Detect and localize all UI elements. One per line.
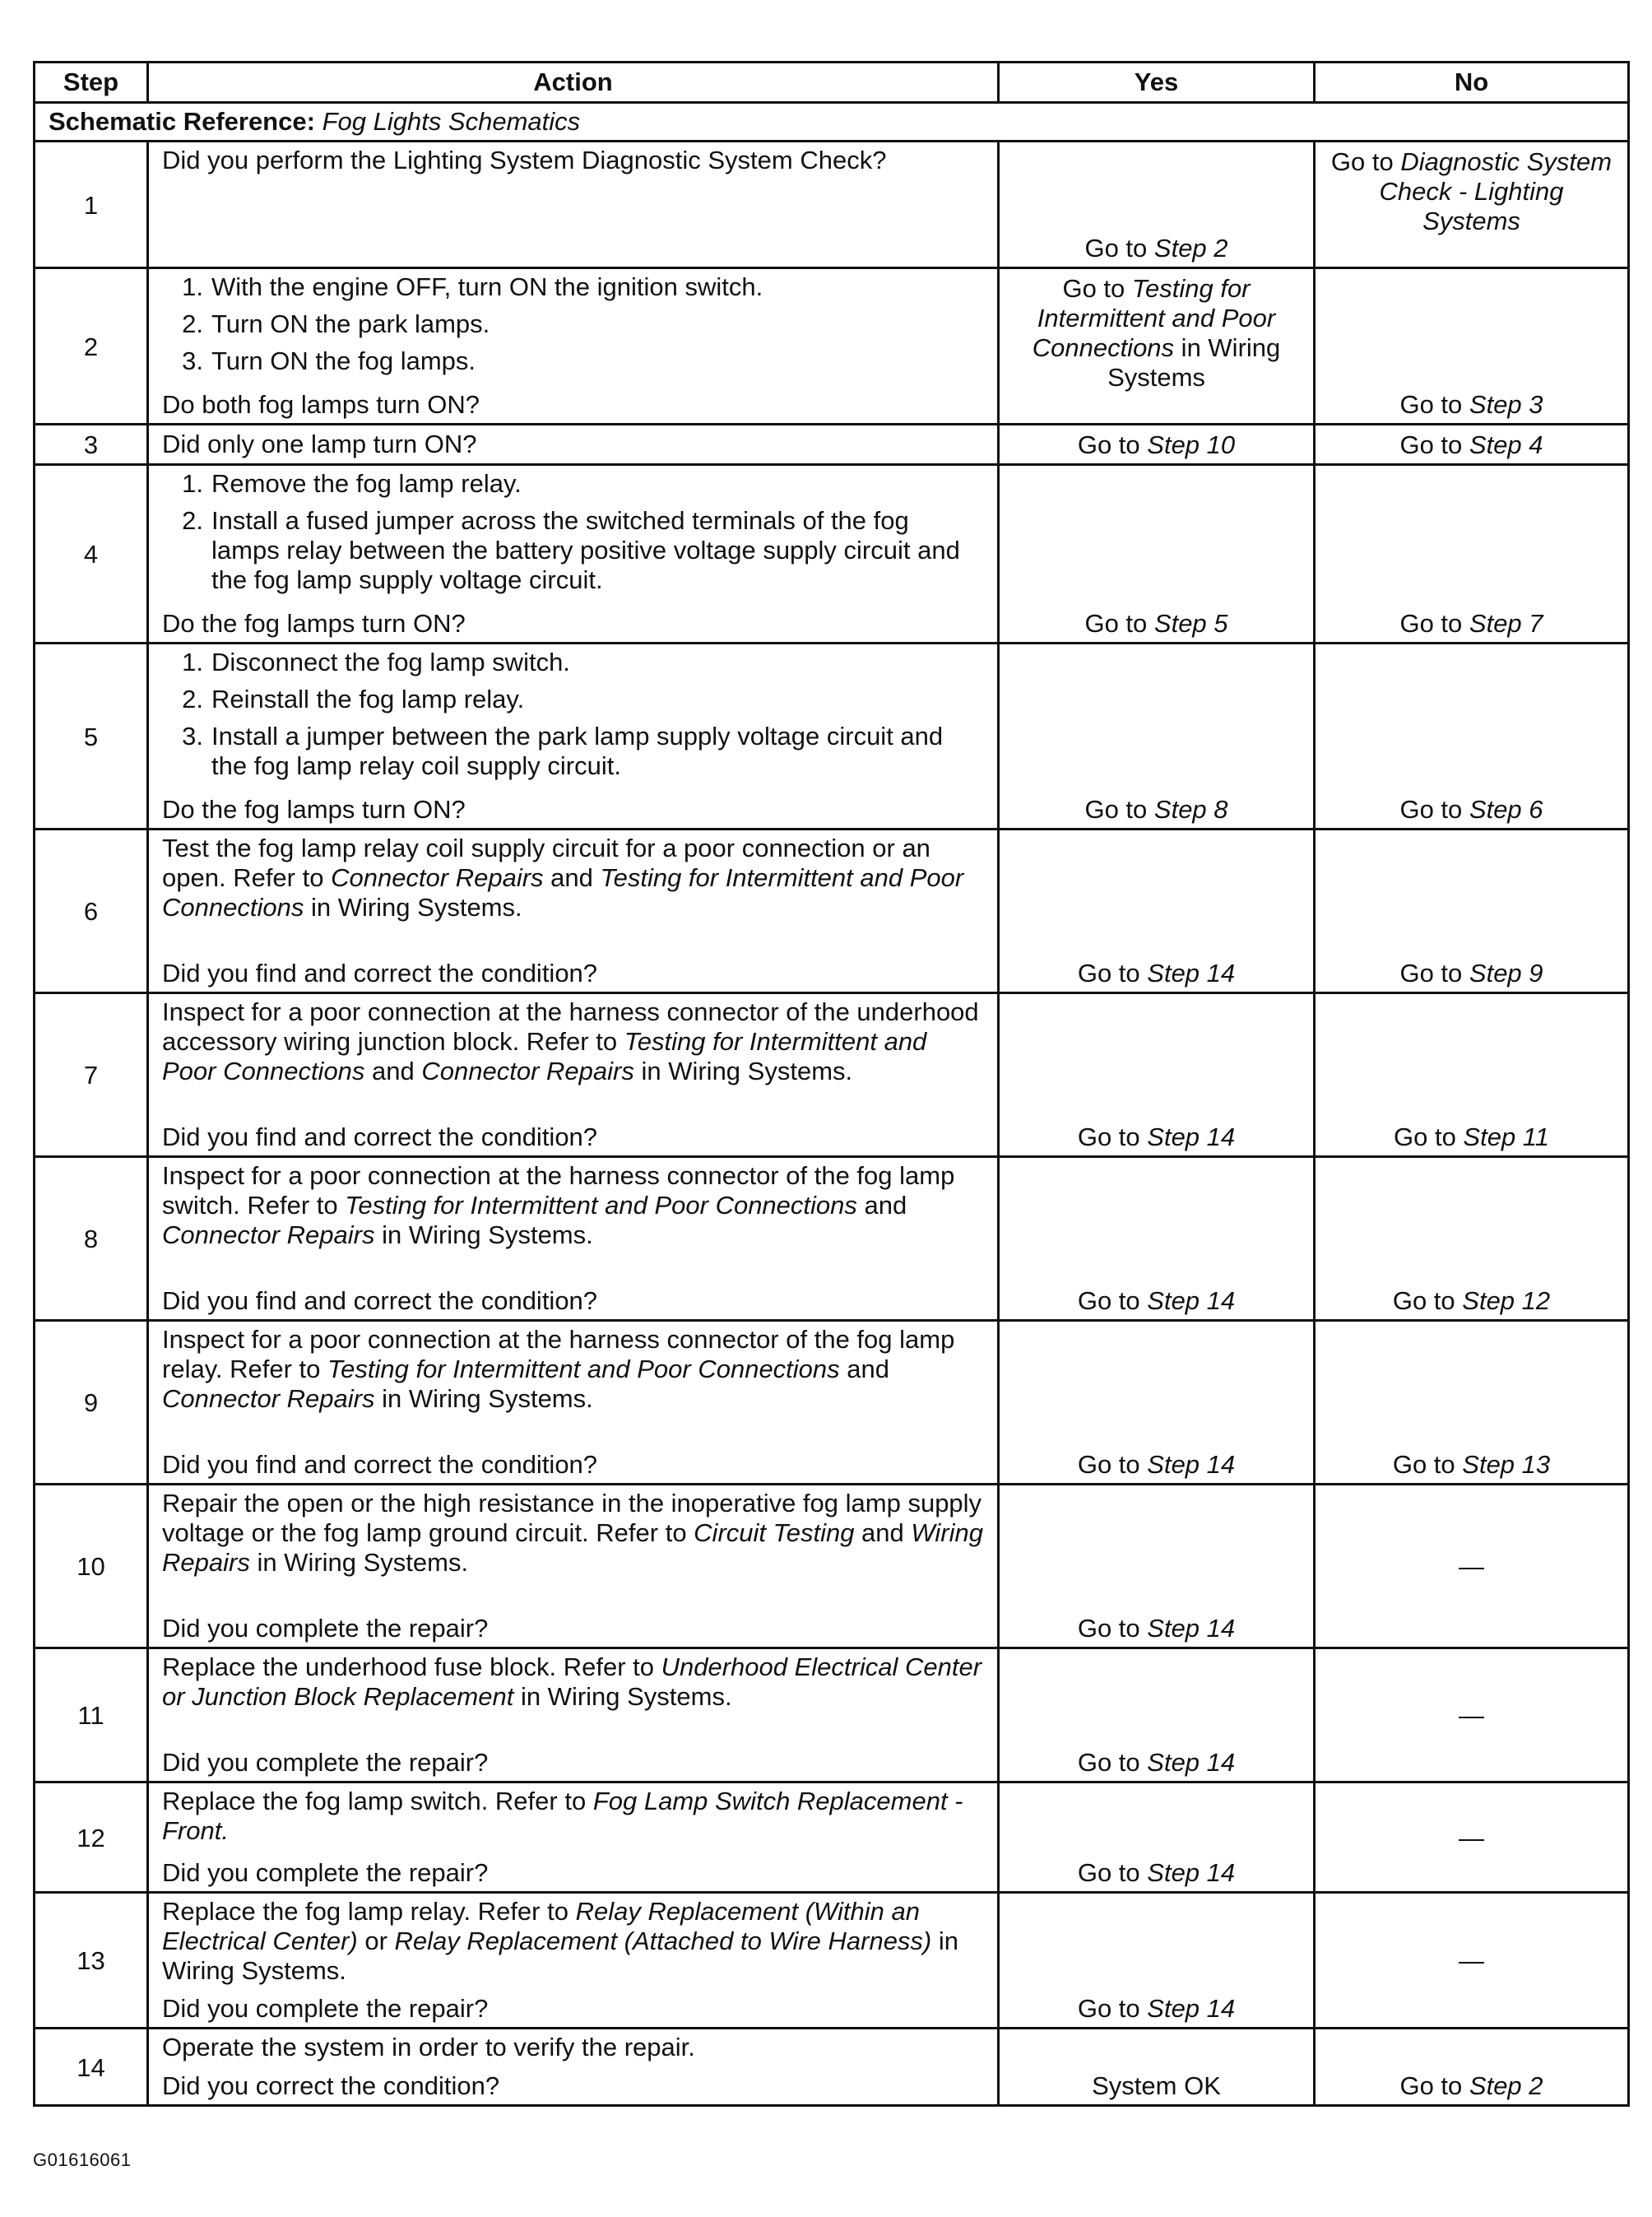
action-cell <box>148 268 999 425</box>
table-row <box>35 644 1629 830</box>
yes-cell <box>999 1321 1315 1485</box>
table-row <box>35 1157 1629 1321</box>
reference-link[interactable]: Connector Repairs <box>162 1220 375 1249</box>
diagnostic-table <box>33 61 1630 2107</box>
action-cell <box>148 425 999 465</box>
schematic-reference-row <box>35 103 1629 142</box>
action-cell <box>148 993 999 1157</box>
goto-link[interactable]: Step 14 <box>1147 1614 1236 1643</box>
question-text: Did you complete the repair? <box>162 1614 489 1643</box>
action-content <box>162 1489 984 1643</box>
no-cell <box>1315 268 1629 425</box>
yes-cell <box>999 268 1315 425</box>
table-row <box>35 1782 1629 1893</box>
action-content <box>162 997 984 1152</box>
action-body <box>162 997 984 1086</box>
action-text-part: in Wiring Systems. <box>633 1057 853 1085</box>
action-body <box>162 272 984 383</box>
action-cell <box>148 1782 999 1893</box>
goto-text: Go to <box>1077 1122 1148 1151</box>
reference-link[interactable]: Testing for Intermittent and Poor Connections <box>162 863 964 922</box>
substep-text: Install a fused jumper across the switched terminals of the fog lamps relay between the battery positive voltage supply circuit and the fog lamp supply voltage circuit. <box>211 506 960 594</box>
action-body <box>162 1652 984 1712</box>
table-row <box>35 1321 1629 1485</box>
no-cell <box>1315 1157 1629 1321</box>
goto-link[interactable]: Step 4 <box>1469 430 1543 459</box>
question-text: Did you find and correct the condition? <box>162 1450 598 1479</box>
goto-link[interactable]: Step 14 <box>1147 1994 1236 2023</box>
table-row <box>35 2029 1629 2106</box>
goto-link[interactable]: Step 14 <box>1147 1450 1236 1479</box>
table-row <box>35 142 1629 268</box>
goto-text: Go to <box>1077 1858 1148 1887</box>
yes-cell <box>999 425 1315 465</box>
action-text-part: or <box>357 1927 395 1955</box>
action-text-part: and <box>839 1355 890 1383</box>
table-row <box>35 830 1629 993</box>
action-text-part: in Wiring Systems. <box>374 1220 593 1249</box>
dash: — <box>1459 1823 1484 1852</box>
action-text-part: in Wiring Systems. <box>162 1927 959 1985</box>
no-cell <box>1315 1648 1629 1782</box>
header-action: Action <box>148 63 999 103</box>
goto-link[interactable]: Step 12 <box>1462 1286 1551 1315</box>
figure-id: G01616061 <box>33 2150 132 2170</box>
substep-list <box>162 469 984 595</box>
substep-text: Remove the fog lamp relay. <box>211 469 522 498</box>
goto-text: Go to <box>1392 1450 1463 1479</box>
dash: — <box>1459 1701 1484 1730</box>
substep-text: Turn ON the park lamps. <box>211 309 490 338</box>
question-text: Did you complete the repair? <box>162 1748 489 1777</box>
action-content <box>162 429 984 460</box>
question-text: Did you find and correct the condition? <box>162 1122 598 1151</box>
action-text <box>162 1787 984 1846</box>
no-cell <box>1315 993 1629 1157</box>
action-cell <box>148 1893 999 2029</box>
action-body <box>162 834 984 923</box>
action-text-part: Replace the fog lamp relay. Refer to <box>162 1897 576 1926</box>
yes-cell <box>999 2029 1315 2106</box>
reference-link[interactable]: Relay Replacement (Within an Electrical Center) <box>162 1897 920 1955</box>
no-cell <box>1315 1893 1629 2029</box>
reference-link[interactable]: Fog Lamp Switch Replacement - Front. <box>162 1787 963 1845</box>
action-cell <box>148 1485 999 1648</box>
action-cell <box>148 830 999 993</box>
action-cell <box>148 1648 999 1782</box>
goto-text: Go to <box>1392 1286 1463 1315</box>
action-body <box>162 1897 984 1986</box>
goto-link[interactable]: Step 13 <box>1462 1450 1551 1479</box>
reference-link[interactable]: Testing for Intermittent and Poor Connections <box>345 1191 857 1220</box>
action-text-part: in Wiring Systems. <box>304 893 522 922</box>
step-number: 3 <box>35 425 148 465</box>
action-text-part: and <box>543 863 601 892</box>
substep-text: Reinstall the fog lamp relay. <box>211 685 525 713</box>
goto-text: Go to <box>1077 1286 1148 1315</box>
goto-link[interactable]: Step 14 <box>1147 1748 1236 1777</box>
substep-text: Disconnect the fog lamp switch. <box>211 648 570 676</box>
step-number: 8 <box>35 1157 148 1321</box>
table-row <box>35 1893 1629 2029</box>
schematic-label: Schematic Reference: <box>49 107 315 136</box>
action-text <box>162 1897 984 1986</box>
substep-number: 1. <box>182 469 203 498</box>
substep-item <box>162 685 984 714</box>
action-body <box>162 1161 984 1250</box>
substep-item <box>162 722 984 781</box>
question-text: Did you correct the condition? <box>162 2071 500 2100</box>
reference-link[interactable]: Testing for Intermittent and Poor Connections <box>327 1355 840 1383</box>
no-cell <box>1315 644 1629 830</box>
reference-link[interactable]: Circuit Testing <box>694 1518 855 1547</box>
goto-link[interactable]: Step 7 <box>1469 609 1543 638</box>
action-cell <box>148 142 999 268</box>
action-text-part: Inspect for a poor connection at the harness connector of the fog lamp switch. Refer to <box>162 1161 955 1220</box>
step-number: 10 <box>35 1485 148 1648</box>
action-text <box>162 2033 984 2062</box>
action-content <box>162 469 984 639</box>
action-cell <box>148 1157 999 1321</box>
goto-link[interactable]: Diagnostic System Check - Lighting Systems <box>1379 147 1613 235</box>
action-content <box>162 1787 984 1888</box>
no-cell <box>1315 1321 1629 1485</box>
table-row <box>35 1485 1629 1648</box>
substep-item <box>162 648 984 677</box>
goto-text: Go to <box>1077 959 1148 988</box>
goto-link[interactable]: Step 5 <box>1153 609 1228 638</box>
goto-text: Go to <box>1399 959 1469 988</box>
yes-cell <box>999 1782 1315 1893</box>
substep-item <box>162 469 984 499</box>
dash: — <box>1459 1946 1484 1975</box>
step-number: 14 <box>35 2029 148 2106</box>
action-text <box>162 1489 984 1578</box>
question-text: Do the fog lamps turn ON? <box>162 609 466 638</box>
no-cell <box>1315 830 1629 993</box>
question-text: Did you complete the repair? <box>162 1858 489 1887</box>
action-text-part: Repair the open or the high resistance in the inoperative fog lamp supply voltage or the fog lamp ground circuit. Refer to <box>162 1489 982 1547</box>
reference-link[interactable]: Underhood Electrical Center or Junction Block Replacement <box>162 1652 982 1711</box>
step-number: 2 <box>35 268 148 425</box>
reference-link[interactable]: Connector Repairs <box>421 1057 634 1085</box>
table-row <box>35 268 1629 425</box>
goto-link[interactable]: Step 10 <box>1147 430 1236 459</box>
substep-number: 3. <box>182 722 203 751</box>
substep-item <box>162 506 984 595</box>
goto-link[interactable]: Step 14 <box>1147 1286 1236 1315</box>
action-body <box>162 2033 984 2062</box>
goto-text: Go to <box>1399 795 1469 824</box>
table-row <box>35 993 1629 1157</box>
table-row <box>35 425 1629 465</box>
goto-link[interactable]: Step 2 <box>1469 2071 1543 2100</box>
yes-cell <box>999 1893 1315 2029</box>
yes-cell <box>999 1485 1315 1648</box>
reference-link[interactable]: Wiring Repairs <box>162 1518 983 1577</box>
reference-link[interactable]: Connector Repairs <box>162 1384 375 1413</box>
yes-cell <box>999 1157 1315 1321</box>
step-number: 4 <box>35 465 148 644</box>
no-cell <box>1315 425 1629 465</box>
action-text <box>162 1325 984 1414</box>
no-cell <box>1315 2029 1629 2106</box>
dash: — <box>1459 1552 1484 1581</box>
action-content <box>162 146 984 263</box>
yes-cell <box>999 142 1315 268</box>
goto-link[interactable]: Step 14 <box>1147 1858 1236 1887</box>
goto-text: Go to <box>1077 1614 1148 1643</box>
action-content <box>162 648 984 825</box>
step-number: 9 <box>35 1321 148 1485</box>
header-step: Step <box>35 63 148 103</box>
no-cell <box>1315 1485 1629 1648</box>
goto-text: Go to <box>1084 609 1154 638</box>
action-text-part: in Wiring Systems. <box>249 1548 469 1577</box>
step-number: 5 <box>35 644 148 830</box>
goto-text: Go to <box>1330 147 1401 176</box>
goto-link[interactable]: Step 11 <box>1463 1122 1549 1151</box>
substep-text: Turn ON the fog lamps. <box>211 346 476 375</box>
goto-text: Go to <box>1399 609 1469 638</box>
goto-link[interactable]: Step 6 <box>1469 795 1543 824</box>
header-yes: Yes <box>999 63 1315 103</box>
substep-number: 1. <box>182 648 203 676</box>
goto-text: Go to <box>1077 1450 1148 1479</box>
action-cell <box>148 644 999 830</box>
action-text-part: and <box>364 1057 422 1085</box>
action-body <box>162 1325 984 1414</box>
yes-cell <box>999 465 1315 644</box>
substep-number: 3. <box>182 346 203 375</box>
question-text: Did you complete the repair? <box>162 1994 489 2023</box>
goto-text: Go to <box>1399 390 1469 419</box>
action-content <box>162 272 984 420</box>
no-cell <box>1315 465 1629 644</box>
goto-link[interactable]: Step 8 <box>1153 795 1228 824</box>
substep-item <box>162 346 984 376</box>
action-content <box>162 1325 984 1480</box>
goto-link[interactable]: Step 3 <box>1469 390 1543 419</box>
reference-link[interactable]: Testing for Intermittent and Poor Connections <box>162 1027 927 1085</box>
substep-list <box>162 648 984 781</box>
action-cell <box>148 465 999 644</box>
substep-text: With the engine OFF, turn ON the ignition switch. <box>211 272 763 301</box>
reference-link[interactable]: Relay Replacement (Attached to Wire Harness) <box>394 1927 932 1955</box>
substep-text: Install a jumper between the park lamp supply voltage circuit and the fog lamp relay coil supply circuit. <box>211 722 944 780</box>
substep-list <box>162 272 984 376</box>
action-content <box>162 2033 984 2101</box>
step-number: 12 <box>35 1782 148 1893</box>
action-text-part: and <box>856 1191 907 1220</box>
step-number: 13 <box>35 1893 148 2029</box>
action-text <box>162 834 984 923</box>
question-text: Did you perform the Lighting System Diagnostic System Check? <box>162 146 887 174</box>
goto-link[interactable]: Step 14 <box>1147 959 1236 988</box>
step-number: 7 <box>35 993 148 1157</box>
goto-text: Go to <box>1077 430 1148 459</box>
goto-text: Go to <box>1084 234 1154 263</box>
action-text-part: and <box>854 1518 912 1547</box>
no-cell <box>1315 1782 1629 1893</box>
substep-number: 2. <box>182 506 203 535</box>
table-row <box>35 1648 1629 1782</box>
action-content <box>162 834 984 988</box>
action-content <box>162 1161 984 1316</box>
substep-number: 2. <box>182 685 203 713</box>
question-text: Do both fog lamps turn ON? <box>162 390 480 419</box>
goto-text: Go to <box>1399 430 1469 459</box>
action-body <box>162 648 984 788</box>
substep-number: 1. <box>182 272 203 301</box>
substep-item <box>162 309 984 339</box>
action-body <box>162 1787 984 1846</box>
goto-text: Go to <box>1084 795 1154 824</box>
goto-post: in Wiring Systems <box>1107 333 1281 392</box>
goto-text: Go to <box>1062 274 1132 303</box>
action-text-part: Replace the fog lamp switch. Refer to <box>162 1787 593 1815</box>
table-row <box>35 465 1629 644</box>
action-text-part: Test the fog lamp relay coil supply circuit for a poor connection or an open. Refer to <box>162 834 930 892</box>
action-content <box>162 1652 984 1778</box>
goto-link[interactable]: Step 2 <box>1153 234 1228 263</box>
substep-item <box>162 272 984 302</box>
action-text-part: Inspect for a poor connection at the harness connector of the fog lamp relay. Refer to <box>162 1325 955 1383</box>
action-cell <box>148 2029 999 2106</box>
action-cell <box>148 1321 999 1485</box>
goto-link[interactable]: Step 14 <box>1147 1122 1236 1151</box>
action-text-part: in Wiring Systems. <box>513 1682 732 1711</box>
question-text: Did you find and correct the condition? <box>162 959 598 988</box>
question-text: Did only one lamp turn ON? <box>162 430 477 458</box>
no-cell <box>1315 142 1629 268</box>
action-content <box>162 1897 984 2024</box>
header-no: No <box>1315 63 1629 103</box>
question-text: Do the fog lamps turn ON? <box>162 795 466 824</box>
action-text-part: Replace the underhood fuse block. Refer to <box>162 1652 661 1681</box>
action-body <box>162 469 984 602</box>
yes-cell <box>999 644 1315 830</box>
step-number: 11 <box>35 1648 148 1782</box>
action-text <box>162 997 984 1086</box>
yes-cell <box>999 1648 1315 1782</box>
reference-link[interactable]: Connector Repairs <box>331 863 544 892</box>
header-row <box>35 63 1629 103</box>
goto-text: Go to <box>1077 1994 1148 2023</box>
action-text-part: in Wiring Systems. <box>374 1384 593 1413</box>
result-text: System OK <box>1092 2071 1221 2100</box>
action-text <box>162 1161 984 1250</box>
yes-cell <box>999 830 1315 993</box>
step-number: 6 <box>35 830 148 993</box>
action-body <box>162 1489 984 1578</box>
substep-number: 2. <box>182 309 203 338</box>
goto-link[interactable]: Step 9 <box>1469 959 1543 988</box>
goto-text: Go to <box>1077 1748 1148 1777</box>
action-text-part: Operate the system in order to verify the repair. <box>162 2033 695 2061</box>
action-text-part: Inspect for a poor connection at the harness connector of the underhood accessory wiring junction block. Refer to <box>162 997 979 1056</box>
schematic-link[interactable]: Fog Lights Schematics <box>322 107 581 136</box>
action-text <box>162 1652 984 1712</box>
step-number: 1 <box>35 142 148 268</box>
goto-link[interactable]: Testing for Intermittent and Poor Connections <box>1032 274 1276 362</box>
yes-cell <box>999 993 1315 1157</box>
question-text: Did you find and correct the condition? <box>162 1286 598 1315</box>
goto-text: Go to <box>1399 2071 1469 2100</box>
goto-text: Go to <box>1393 1122 1464 1151</box>
